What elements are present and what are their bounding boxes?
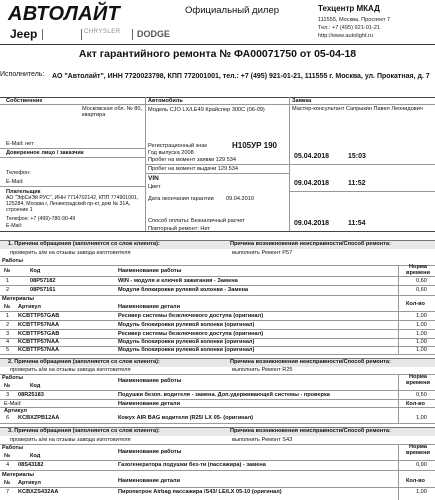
- logo-divider: [81, 29, 82, 40]
- part-name: Модуль блокировки рулевой колонки (оригинал): [118, 322, 255, 328]
- work-name: Модуля блокировки рулевой колонки - Замена: [118, 287, 249, 293]
- service-center-phone: Тел.: +7 (495) 921-01-21: [318, 25, 381, 31]
- repeat-repair: Повторный ремонт: Нет: [148, 226, 210, 232]
- section-reason: Причина возникновения неисправности/Способ ремонта:: [230, 359, 391, 365]
- close-date: 09.04.2018: [294, 220, 330, 227]
- info-bottom-border: [0, 231, 435, 232]
- col-code: Код: [30, 383, 41, 389]
- payer-phone: Телефон: +7 (499)-780-90-49: [6, 216, 76, 222]
- work-name: Газогенератора подушки без-ти (пассажира) - замена: [118, 462, 266, 468]
- table-row-border: [0, 285, 435, 286]
- part-name: Ресивер системы безключевого доступа (оригинал): [118, 313, 264, 319]
- col-article: Артикул: [4, 408, 27, 414]
- info-header-border: [0, 104, 435, 105]
- col-no: №: [4, 480, 11, 486]
- part-no: 3: [6, 331, 10, 337]
- reg-plate-value: Н105УР 190: [232, 141, 278, 150]
- col-code: Код: [30, 268, 41, 274]
- table-border: [0, 390, 435, 391]
- payment-method: Способ оплаты: Безналичный расчет: [148, 218, 245, 224]
- part-name: Модуль блокировки рулевой колонки (оригинал): [118, 347, 255, 353]
- owner-value: Московская обл. № 80, квартира: [82, 106, 142, 119]
- color-label: Цвет: [148, 184, 161, 190]
- col-norm: Норма времени: [406, 264, 430, 277]
- section-reason-text: выполнить Ремонт Р57: [232, 250, 293, 256]
- year-label: Год выпуска 2008: [148, 150, 194, 156]
- work-time: 0,90: [416, 462, 427, 468]
- table-border: [0, 374, 435, 375]
- table-border: [0, 276, 435, 277]
- row-border: [145, 173, 289, 174]
- executor-label: Исполнитель:: [0, 71, 45, 78]
- table-border: [0, 460, 435, 461]
- work-no: 4: [6, 462, 10, 468]
- col-norm: Норма времени: [406, 444, 430, 457]
- car-label: Автомобиль: [148, 98, 183, 104]
- col-work-name: Наименование работы: [118, 378, 182, 384]
- part-qty: 1,00: [416, 313, 427, 319]
- part-qty: 1,00: [416, 339, 427, 345]
- table-border: [0, 295, 435, 296]
- trusted-person-label: Доверенное лицо / заказчик: [6, 150, 84, 156]
- section-reason: Причина возникновения неисправности/Способ ремонта:: [230, 241, 391, 247]
- section-cause-text: проверить а/м на отзывы завода изготовителя: [10, 367, 131, 373]
- table-border: [0, 423, 435, 424]
- logo-dodge: DODGE: [137, 29, 171, 39]
- table-border: [0, 407, 435, 408]
- part-code: KCBTTP57GAB: [18, 313, 60, 319]
- col-work-name: Наименование работы: [118, 268, 182, 274]
- owner-label: Собственник: [6, 98, 43, 104]
- col-no: №: [4, 383, 11, 389]
- section-cause: 3. Причина обращения (заполняется со слов клиента):: [8, 428, 160, 434]
- col-code: Код: [30, 453, 41, 459]
- work-no: 1: [6, 278, 10, 284]
- table-row-border: [0, 329, 435, 330]
- works-label: Работы: [2, 258, 24, 264]
- parts-label: Материалы: [2, 472, 34, 478]
- table-border: [0, 311, 435, 312]
- table-border: [0, 399, 435, 400]
- part-code: KCBTTP57NAA: [18, 322, 60, 328]
- work-no: 3: [6, 392, 10, 398]
- part-no: 4: [6, 339, 10, 345]
- col-qty: Кол-во: [406, 301, 425, 307]
- parts-label: Материалы: [2, 296, 34, 302]
- part-qty: 1,00: [416, 322, 427, 328]
- warranty-end-label: Дата окончания гарантии: [148, 196, 214, 202]
- phone-label: Телефон:: [6, 170, 31, 176]
- part-name: Модуль блокировки рулевой колонки (оригинал): [118, 339, 255, 345]
- work-no: 2: [6, 287, 10, 293]
- section-cause: 2. Причина обращения (заполняется со слов клиента):: [8, 359, 160, 365]
- logo-divider: [42, 29, 43, 40]
- section-reason-text: выполнить Ремонт R25: [232, 367, 293, 373]
- part-no: 7: [6, 489, 10, 495]
- executor-value: АО "Автолайт", ИНН 7720023798, КПП 772001001, тел.: +7 (495) 921-01-21, 111555 г. Москва, ул. Прокатная, д. 7: [52, 73, 430, 80]
- request-date: 05.04.2018: [294, 153, 330, 160]
- work-code: 08R25183: [18, 392, 44, 398]
- section-reason-text: выполнить Ремонт S43: [232, 437, 293, 443]
- part-no: 1: [6, 313, 10, 319]
- part-code: KCBXZPB12AA: [18, 415, 60, 421]
- row-border: [0, 157, 145, 158]
- part-code: KCBTTP57GAB: [18, 331, 60, 337]
- part-qty: 1,00: [416, 489, 427, 495]
- payer-label: Плательщик: [6, 189, 41, 195]
- trusted-email: E-Mail:: [6, 179, 24, 185]
- service-center-address: 111555, Москва, Проспект 7: [318, 17, 391, 23]
- part-code: KCBXZS432AA: [18, 489, 59, 495]
- car-value: Модель CJO LX/LE49 Крайслер 300С (06-09): [148, 107, 265, 113]
- work-name: Подушки безоп. водителя - замена. Доп.удерживающей системы - проверка: [118, 392, 330, 398]
- vin-label: VIN: [148, 175, 159, 182]
- request-label: Заявка: [292, 98, 312, 104]
- works-label: Работы: [2, 445, 24, 451]
- issue-time: 11:52: [348, 180, 366, 187]
- work-time: 0,60: [416, 287, 427, 293]
- section-cause-text: проверить а/м на отзывы завода изготовителя: [10, 437, 131, 443]
- part-name: Пиропатрон Airbag пассажира /S43/ LE/LX 05-10 (оригинал): [118, 489, 282, 495]
- service-center-title: Техцентр МКАД: [318, 4, 380, 13]
- section-cause-text: проверить а/м на отзывы завода изготовителя: [10, 250, 131, 256]
- part-code: KCBTTP57NAA: [18, 339, 60, 345]
- col-part-name: Наименование детали: [118, 478, 181, 484]
- mileage-out: Пробег на момент выдачи 129 534: [148, 166, 239, 172]
- col-no: №: [4, 268, 11, 274]
- col-part-name: Наименование детали: [118, 401, 181, 407]
- logo-divider: [132, 29, 133, 40]
- table-border: [0, 444, 435, 445]
- table-border: [0, 470, 435, 471]
- part-code: KCBTTP57NAA: [18, 347, 60, 353]
- reg-plate-label: Регистрационный знак: [148, 143, 207, 149]
- document-title: Акт гарантийного ремонта № ФА00071750 от 05-04-18: [78, 48, 357, 60]
- work-code: 08P57182: [30, 278, 56, 284]
- header-divider: [0, 44, 435, 45]
- table-border: [0, 487, 435, 488]
- logo-chrysler: CHRYSLER: [84, 29, 121, 35]
- col-part-name: Наименование детали: [118, 304, 181, 310]
- table-border: [0, 265, 435, 266]
- section-cause: 1. Причина обращения (заполняется со слов клиента):: [8, 241, 160, 247]
- row-border: [0, 186, 145, 187]
- part-qty: 1,00: [416, 331, 427, 337]
- row-border: [0, 148, 145, 149]
- table-col-divider: [398, 265, 399, 295]
- col-qty: Кол-во: [406, 401, 425, 407]
- payer-value: АО "ЭфСиЭй РУС", ИНН 7714702142, КПП 774901001, 125284, Москва г, Ленинградский пр-кт, дом № 31А, строение 1: [6, 195, 139, 213]
- work-time: 0,60: [416, 278, 427, 284]
- email-placeholder: E-Mail:: [4, 401, 22, 407]
- section-reason: Причина возникновения неисправности/Способ ремонта:: [230, 428, 391, 434]
- logo-jeep: Jeep: [10, 27, 38, 41]
- warranty-end-value: 09.04.2010: [226, 196, 254, 202]
- col-no: №: [4, 304, 11, 310]
- issue-date: 09.04.2018: [294, 180, 330, 187]
- col-work-name: Наименование работы: [118, 449, 182, 455]
- work-code: 08S43182: [18, 462, 44, 468]
- close-time: 11:54: [348, 220, 366, 227]
- payer-email: E-Mail:: [6, 223, 23, 229]
- request-value: Мастер-консультант Сапрыкин Павел Леонидович: [292, 106, 423, 112]
- info-top-border: [0, 97, 435, 98]
- table-col-divider: [398, 444, 399, 500]
- part-qty: 1,00: [416, 347, 427, 353]
- part-name: Ресивер системы безключевого доступа (оригинал): [118, 331, 264, 337]
- work-name: WIN - модуля и ключей зажигания - Замена: [118, 278, 238, 284]
- owner-email: E-Mail: нет: [6, 141, 34, 147]
- part-name: Кожух AIR BAG водителя (R25/ LX 05- (оригинал): [118, 415, 254, 421]
- row-border: [289, 191, 435, 192]
- table-border: [0, 354, 435, 355]
- part-qty: 1,00: [416, 415, 427, 421]
- logo-autolight: АВТОЛАЙТ: [8, 3, 121, 25]
- official-dealer-label: Официальный дилер: [185, 5, 280, 16]
- request-time: 15:03: [348, 153, 366, 160]
- work-time: 0,50: [416, 392, 427, 398]
- col-article: Артикул: [18, 304, 41, 310]
- col-no: №: [4, 453, 11, 459]
- col-article: Артикул: [18, 480, 41, 486]
- row-border: [289, 164, 435, 165]
- row-border: [145, 164, 289, 165]
- col-qty: Кол-во: [406, 478, 425, 484]
- works-label: Работы: [2, 375, 24, 381]
- col-norm: Норма времени: [406, 374, 430, 387]
- work-code: 08P57161: [30, 287, 56, 293]
- service-center-website: http://www.autolight.ru: [318, 33, 374, 39]
- part-no: 6: [6, 415, 10, 421]
- part-no: 5: [6, 347, 10, 353]
- part-no: 2: [6, 322, 10, 328]
- mileage-in: Пробег на момент заявки 129 534: [148, 157, 236, 163]
- table-row-border: [0, 320, 435, 321]
